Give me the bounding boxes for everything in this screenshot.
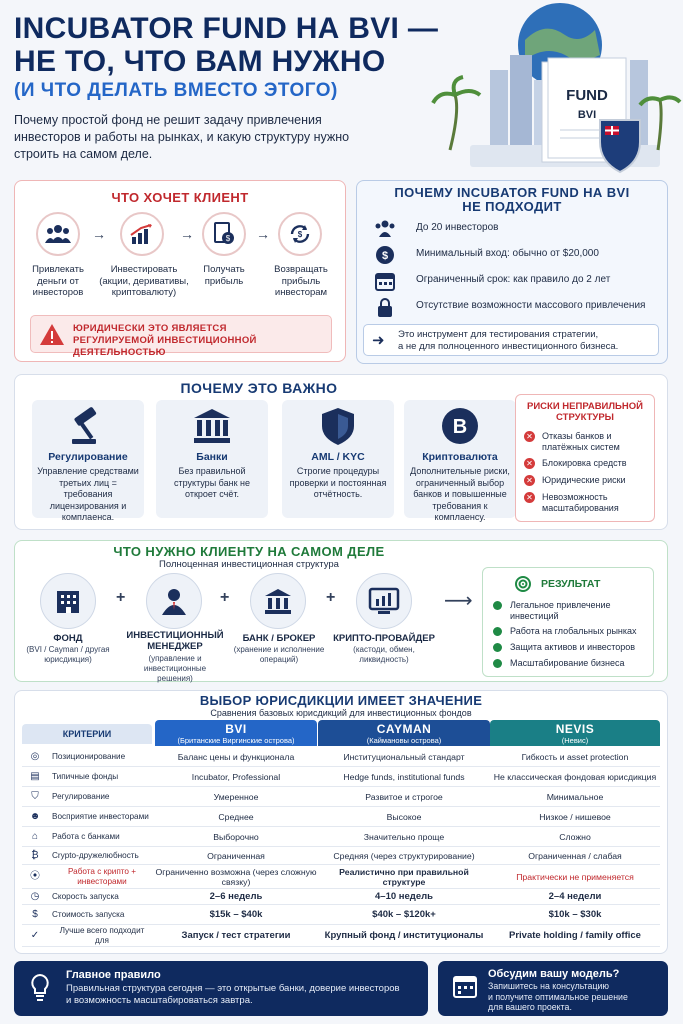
risks-title: РИСКИ НЕПРАВИЛЬНОЙ СТРУКТУРЫ [527,401,643,423]
node-title: БАНК / БРОКЕР [242,633,316,644]
cta-title[interactable]: Обсудим вашу модель? [488,968,620,980]
table-row [22,767,660,787]
step-label: Привлекать деньги от инвесторов [32,264,84,298]
node-title: КРИПТО-ПРОВАЙДЕР [333,633,435,644]
crypto-investors-icon: ⦿ [30,870,40,882]
client-needs-subtitle: Полноценная инвестиционная структура [159,559,339,570]
cell-cayman: Институциональный стандарт [343,751,465,762]
cell-bvi: 2–6 недель [209,890,263,902]
cell-nevis: Private holding / family office [509,929,641,941]
column-header-bvi: BVI (Британские Виргинские острова) [155,720,317,746]
cell-nevis: Не классическая фондовая юрисдикция [493,771,657,782]
jurisdiction-subtitle: Сравнения базовых юрисдикций для инвестиционных фондов [210,708,472,718]
row-label: Восприятие инвесторами [52,811,149,821]
svg-text:$: $ [381,250,389,262]
check-icon [493,601,502,610]
result-title: РЕЗУЛЬТАТ [541,578,601,590]
table-row [22,807,660,827]
table-row [22,847,660,865]
column-header-cayman: CAYMAN (Каймановы острова) [318,720,490,746]
arrow-right-icon: ➜ [372,332,385,349]
why-matters-title: ПОЧЕМУ ЭТО ВАЖНО [180,380,338,396]
gavel-icon [66,406,110,446]
node-title: ИНВЕСТИЦИОННЫЙ МЕНЕДЖЕР [126,630,224,652]
bank-icon: ⌂ [31,830,39,842]
cell-nevis: Низкое / нишевое [539,811,611,822]
cell-bvi: Ограниченно возможна (через сложную связку) [155,866,317,887]
tile-crypto: B Криптовалюта Дополнительные риски, ограниченный выбор банков и повышенные требования к комплаенсу. [404,400,516,518]
cell-nevis: Сложно [559,831,591,842]
row-label: Регулирование [52,791,110,801]
rule-title: Главное правило [66,969,161,981]
cell-cayman: Развитое и строгое [365,791,443,802]
fund-icon: ▤ [30,770,40,782]
cell-nevis: 2–4 недели [548,890,602,902]
cell-cayman: Реалистично при правильной структуре [339,866,469,887]
cell-cayman: Значительно проще [363,831,445,842]
svg-text:$: $ [297,230,303,239]
result-box: РЕЗУЛЬТАТ Легальное привлечение инвестиций Работа на глобальных рынках Защита активов и инвесторов Масштабирование бизнеса [482,567,654,677]
note-text: Это инструмент для тестирования стратегии, а не для полноценного инвестиционного бизнеса. [398,329,619,352]
table-row [22,925,660,947]
svg-text:B: B [452,416,468,438]
cell-bvi: $15k – $40k [209,908,263,920]
cell-cayman: 4–10 недель [375,890,433,902]
target-icon [515,576,531,592]
bank-icon [250,573,306,629]
cell-cayman: $40k – $120k+ [372,908,436,920]
cell-nevis: $10k – $30k [548,908,602,920]
table-row [22,787,660,807]
fund-building-icon [40,573,96,629]
growth-chart-icon [120,212,164,256]
lightbulb-icon [28,973,52,1003]
table-row [22,905,660,925]
cta-text: Запишитесь на консультацию и получите оптимальное решение для вашего проекта. [488,981,628,1012]
people-icon: ☻ [29,810,41,822]
plus-icon: + [220,589,230,606]
svg-text:FUND: FUND [566,87,608,104]
main-rule-banner [14,961,428,1016]
criteria-header: КРИТЕРИИ [22,724,152,744]
row-label: Crypto-дружелюбность [52,850,139,860]
close-icon: ✕ [524,458,535,469]
client-needs-title: ЧТО НУЖНО КЛИЕНТУ НА САМОМ ДЕЛЕ [113,544,385,559]
people-icon [374,218,396,240]
page-title: INCUBATOR FUND НА BVI — НЕ ТО, ЧТО ВАМ НУЖНО [14,12,439,78]
check-icon [493,643,502,652]
check-icon [493,659,502,668]
calendar-icon [374,270,396,292]
cta-banner[interactable] [438,961,668,1016]
dollar-coin-icon [374,244,396,266]
shield-icon: ⛉ [31,790,39,802]
bank-icon [190,406,234,446]
close-icon: ✕ [524,492,535,503]
target-icon: ◎ [30,750,40,762]
cell-bvi: Ограниченная [207,850,265,861]
cell-bvi: Запуск / тест стратегии [181,929,291,941]
cell-bvi: Выборочно [213,831,259,842]
cell-nevis: Гибкость и asset protection [521,751,629,762]
warning-banner [30,315,332,358]
warning-text: ЮРИДИЧЕСКИ ЭТО ЯВЛЯЕТСЯ РЕГУЛИРУЕМОЙ ИНВЕСТИЦИОННОЙ ДЕЯТЕЛЬНОСТЬЮ [73,323,257,358]
people-icon [36,212,80,256]
node-desc: (хранение и исполнение операций) [233,645,325,664]
row-label: Работа с банками [52,831,120,841]
why-not-title: ПОЧЕМУ INCUBATOR FUND НА BVI НЕ ПОДХОДИТ [394,185,630,214]
row-label: Работа с крипто + инвесторами [67,866,137,886]
clock-icon: ◷ [30,890,40,902]
cell-nevis: Практически не применяется [516,871,634,882]
cell-bvi: Умеренное [213,791,259,802]
table-row [22,865,660,889]
tile-banks: Банки Без правильной структуры банк не откроет счёт. [156,400,268,518]
risks-box: РИСКИ НЕПРАВИЛЬНОЙ СТРУКТУРЫ ✕ Отказы банков и платёжных систем ✕ Блокировка средств ✕ Юридические риски ✕ Невозможность масштабирования [515,394,655,522]
row-label: Скорость запуска [52,891,119,901]
cell-cayman: Крупный фонд / институционалы [324,929,484,941]
arrow-right-icon: → [92,226,106,242]
row-label: Стоимость запуска [52,909,125,919]
lock-icon [374,296,396,318]
check-icon [493,627,502,636]
step-label: Инвестировать (акции, деривативы, криптовалюту) [99,264,189,298]
bitcoin-icon [438,406,482,446]
arrow-right-icon: → [256,226,270,242]
node-desc: (управление и инвестиционные решения) [143,654,207,683]
shield-icon [316,406,360,446]
node-title: ФОНД [53,633,83,644]
bitcoin-icon: ₿ [31,849,39,861]
money-icon: $ [32,908,38,920]
row-label: Лучше всего подходит для [59,925,145,945]
table-row [22,889,660,905]
close-icon: ✕ [524,475,535,486]
client-wants-title: ЧТО ХОЧЕТ КЛИЕНТ [111,190,249,205]
row-label: Позиционирование [52,751,126,761]
cell-cayman: Hedge funds, institutional funds [343,771,465,782]
lead-text: Почему простой фонд не решит задачу привлечения инвесторов и работы на рынках, и какую структуру нужно строить на самом деле. [14,113,350,161]
return-cycle-icon [278,212,322,256]
cell-nevis: Ограниченная / слабая [528,850,622,861]
strategy-note [363,324,659,356]
page-subtitle: (И ЧТО ДЕЛАТЬ ВМЕСТО ЭТОГО) [14,80,338,101]
column-header-nevis: NEVIS (Невис) [490,720,660,746]
cell-cayman: Средняя (через структурирование) [333,850,475,861]
manager-icon [146,573,202,629]
warning-icon [39,323,65,346]
svg-text:$: $ [225,234,231,243]
close-icon: ✕ [524,431,535,442]
cell-cayman: Высокое [386,811,422,822]
tile-regulation: Регулирование Управление средствами третьих лиц = требования лицензирования и комплаенса. [32,400,144,518]
step-label: Возвращать прибыль инвесторам [274,264,328,298]
plus-icon: + [326,589,336,606]
jurisdiction-title: ВЫБОР ЮРИСДИКЦИИ ИМЕЕТ ЗНАЧЕНИЕ [199,693,483,708]
hero-illustration [430,0,683,180]
table-row [22,827,660,847]
tile-aml-kyc: AML / KYC Строгие процедуры проверки и постоянная отчётность. [282,400,394,518]
plus-icon: + [116,589,126,606]
table-row [22,747,660,767]
cell-bvi: Баланс цены и функционала [177,751,295,762]
node-desc: (BVI / Cayman / другая юрисдикция) [26,645,110,664]
arrow-right-icon: ⟶ [444,590,473,612]
cell-nevis: Минимальное [546,791,604,802]
money-document-icon [202,212,246,256]
rule-text: Правильная структура сегодня — это открытые банки, доверие инвесторов и возможность масштабироваться завтра. [66,983,400,1006]
node-desc: (кастоди, обмен, ликвидность) [353,645,415,664]
thumb-icon: ✓ [30,929,40,941]
svg-text:BVI: BVI [577,109,597,121]
step-label: Получать прибыль [203,264,245,287]
arrow-right-icon: → [180,226,194,242]
cell-bvi: Среднее [218,811,254,822]
calendar-icon [452,973,478,999]
cell-bvi: Incubator, Professional [191,771,281,782]
crypto-chart-icon [356,573,412,629]
row-label: Типичные фонды [52,771,119,781]
